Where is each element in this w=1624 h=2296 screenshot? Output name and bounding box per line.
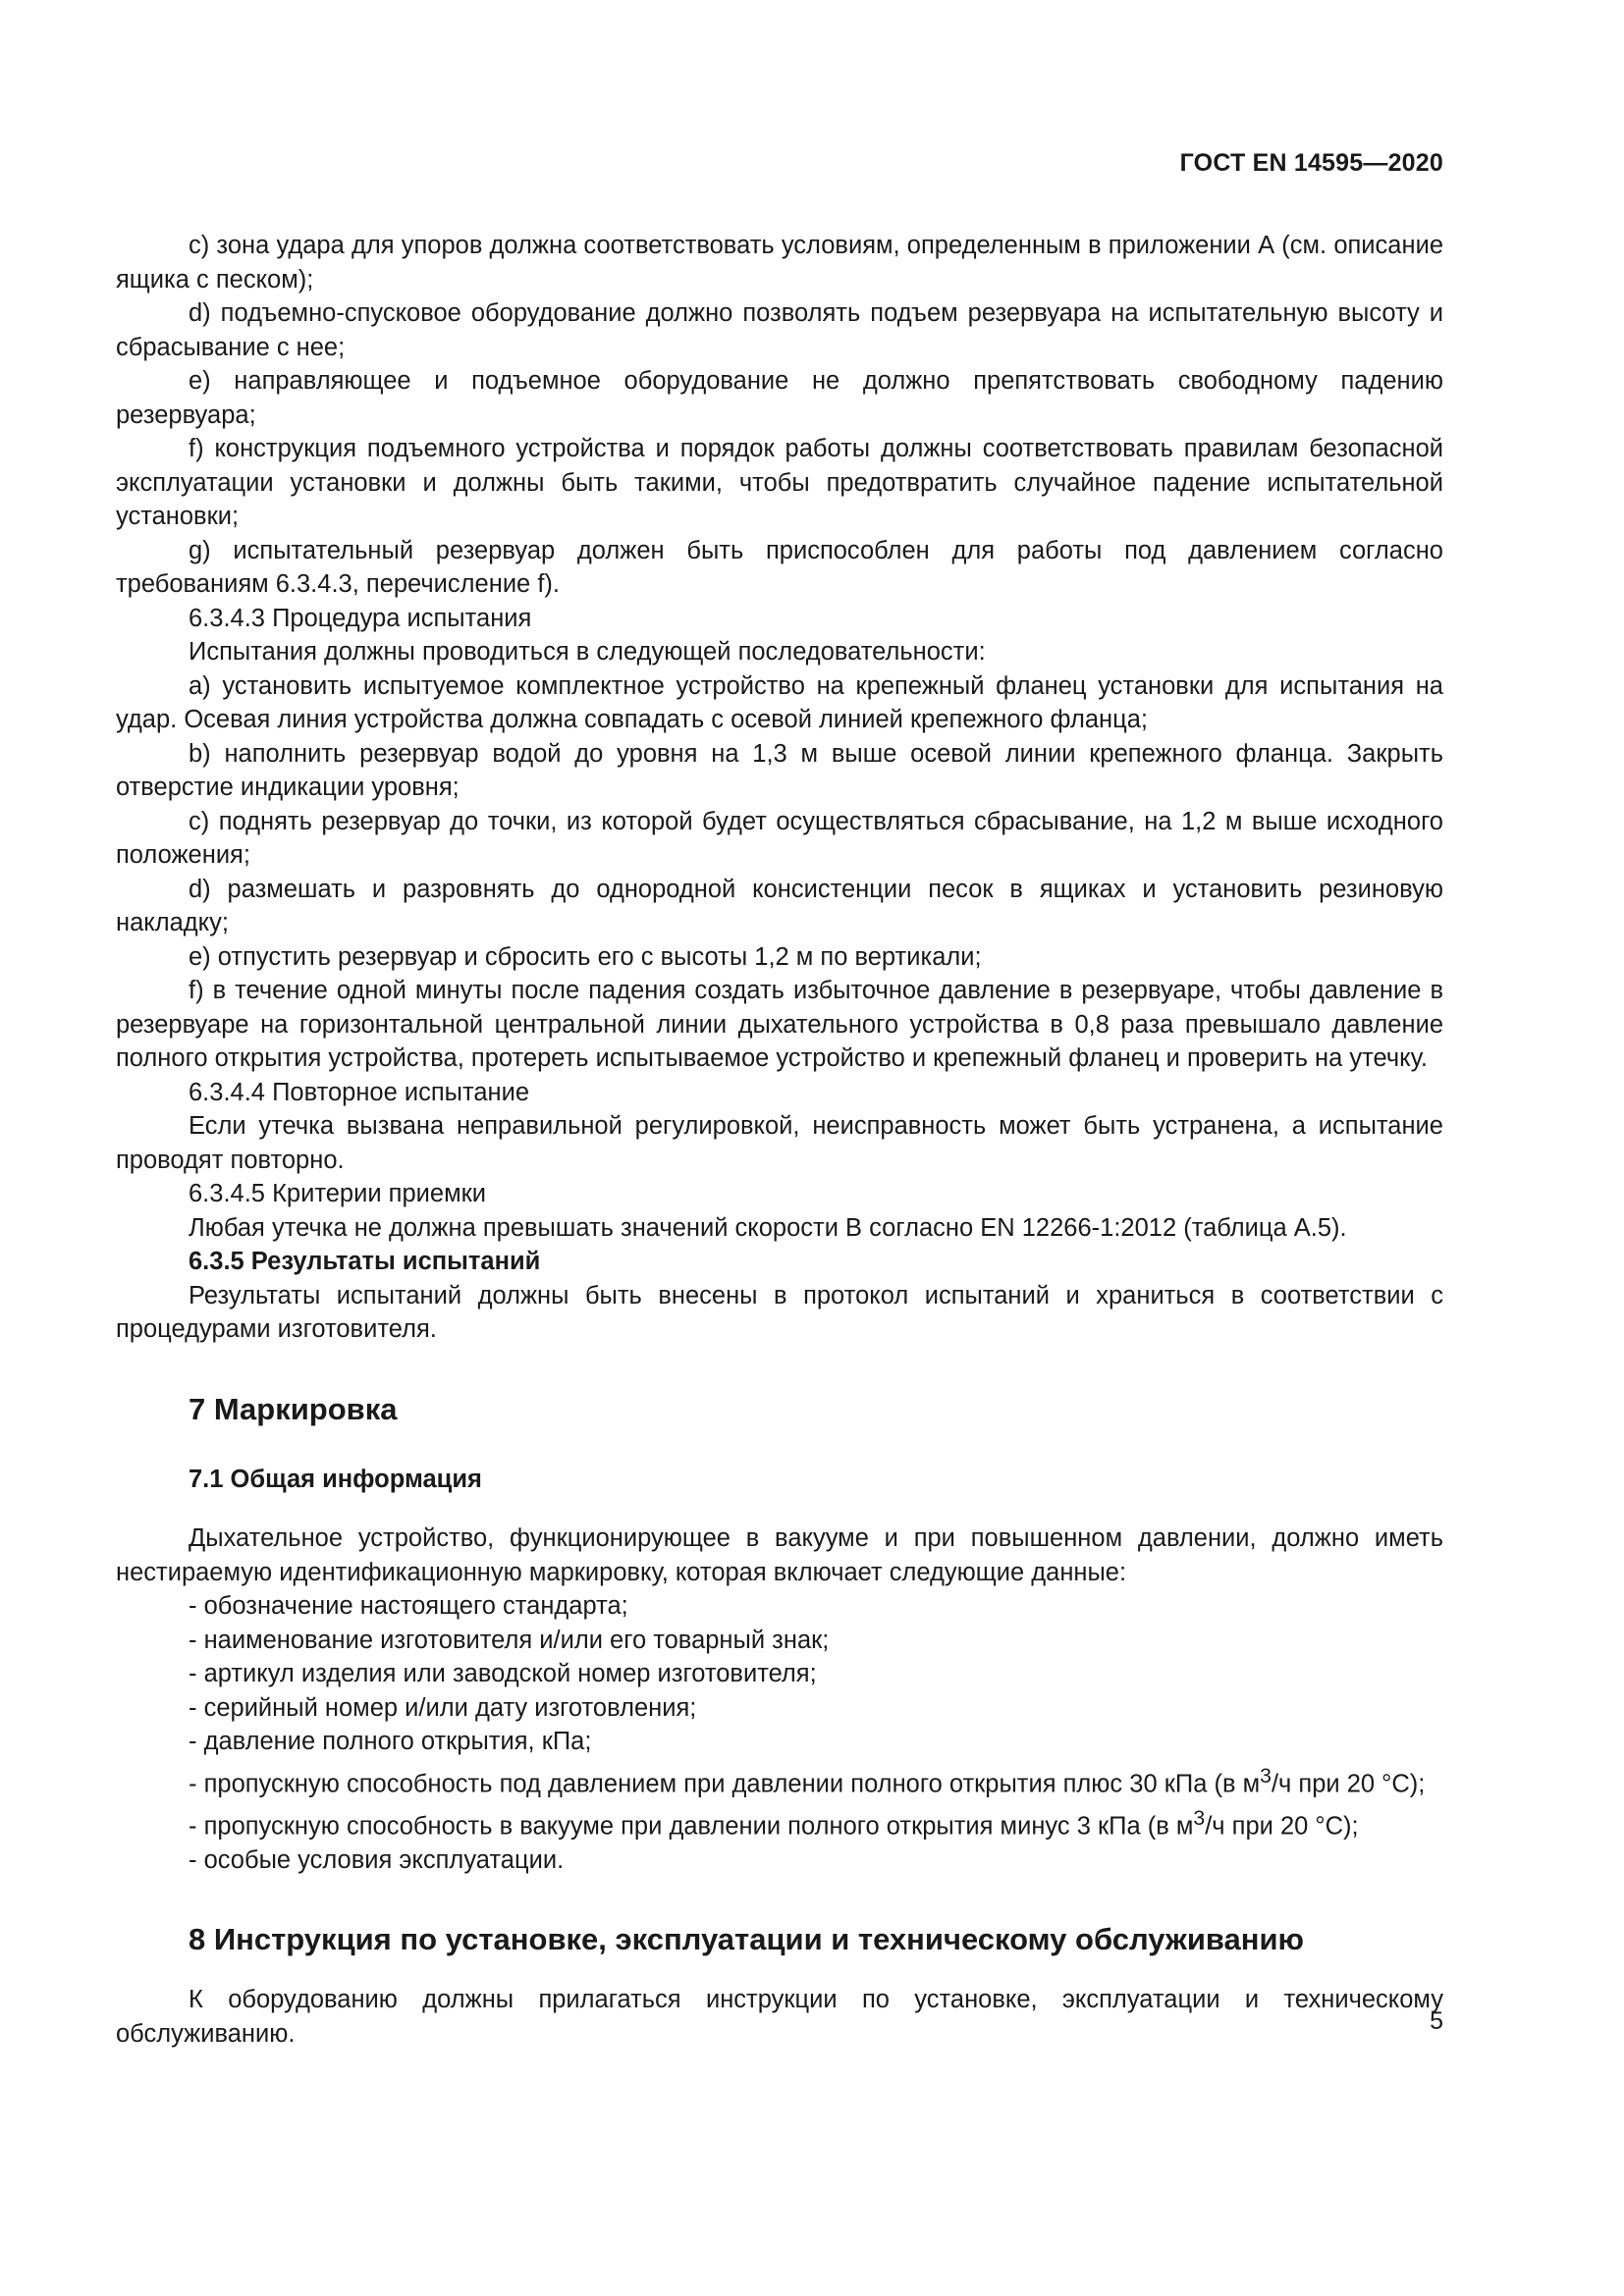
acceptance-criteria-text: Любая утечка не должна превышать значений скорости B согласно EN 12266-1:2012 (таблица А.5). xyxy=(189,1213,1347,1242)
retest-text: Если утечка вызвана неправильной регулировкой, неисправность может быть устранена, а испытание проводят повторно. xyxy=(116,1112,1443,1174)
marking-item-pressure: - давление полного открытия, кПа; xyxy=(189,1728,592,1755)
clause-6-3-4-5-title: 6.3.4.5 Критерии приемки xyxy=(189,1180,487,1207)
flow-pressure-tail: /ч при 20 °С); xyxy=(1271,1770,1426,1797)
paragraph-c: c) зона удара для упоров должна соответствовать условиям, определенным в приложении А (см. описание ящика с песком); xyxy=(116,232,1443,294)
marking-item-conditions: - особые условия эксплуатации. xyxy=(189,1845,565,1874)
procedure-step-d: d) размешать и разровнять до однородной консистенции песок в ящиках и установить резиновую накладку; xyxy=(116,875,1443,936)
paragraph-f: f) конструкция подъемного устройства и порядок работы должны соответствовать правилам безопасной эксплуатации установки и должны быть такими, чтобы предотвратить случайное падение испытательной установки; xyxy=(116,435,1443,530)
procedure-step-c: c) поднять резервуар до точки, из которой будет осуществляться сбрасывание, на 1,2 м выше исходного положения; xyxy=(116,807,1443,869)
clause-6-3-4-3-title: 6.3.4.3 Процедура испытания xyxy=(189,604,532,632)
flow-vacuum-text: - пропускную способность в вакууме при давлении полного открытия минус 3 кПа (в м xyxy=(189,1812,1194,1840)
procedure-intro: Испытания должны проводиться в следующей последовательности: xyxy=(189,638,986,666)
marking-item-manufacturer: - наименование изготовителя и/или его товарный знак; xyxy=(189,1626,830,1654)
procedure-step-f: f) в течение одной минуты после падения создать избыточное давление в резервуаре, чтобы давление в резервуаре на горизонтальной центральной линии дыхательного устройства в 0,8 раза превышало давление полного открытия устройства, протереть испытываемое устройство и крепежный фланец и проверить на утечку. xyxy=(116,977,1443,1072)
marking-item-flow-pressure xyxy=(116,1759,1443,1801)
page-content xyxy=(116,229,1443,2051)
flow-vacuum-tail: /ч при 20 °С); xyxy=(1205,1812,1359,1840)
flow-pressure-text: - пропускную способность под давлением при давлении полного открытия плюс 30 кПа (в м xyxy=(189,1770,1261,1797)
flow-vacuum-sup: 3 xyxy=(1193,1805,1206,1830)
marking-item-article: - артикул изделия или заводской номер изготовителя; xyxy=(189,1660,817,1687)
clause-6-3-5-heading: 6.3.5 Результаты испытаний xyxy=(189,1248,541,1275)
paragraph-e: е) направляющее и подъемное оборудование не должно препятствовать свободному падению резервуара; xyxy=(116,367,1443,429)
procedure-step-b: b) наполнить резервуар водой до уровня на 1,3 м выше осевой линии крепежного фланца. Закрыть отверстие индикации уровня; xyxy=(116,739,1443,801)
marking-intro: Дыхательное устройство, функционирующее в вакууме и при повышенном давлении, должно иметь нестираемую идентификационную маркировку, которая включает следующие данные: xyxy=(116,1524,1443,1586)
marking-item-serial: - серийный номер и/или дату изготовления; xyxy=(189,1693,697,1722)
paragraph-g: g) испытательный резервуар должен быть приспособлен для работы под давлением согласно требованиям 6.3.4.3, перечисление f). xyxy=(116,536,1443,598)
marking-item-flow-vacuum xyxy=(116,1801,1443,1843)
flow-pressure-sup: 3 xyxy=(1260,1763,1272,1788)
document-code-header: ГОСТ EN 14595—2020 xyxy=(1179,149,1443,177)
subsection-7-1-heading: 7.1 Общая информация xyxy=(189,1465,482,1493)
clause-6-3-4-4-title: 6.3.4.4 Повторное испытание xyxy=(189,1078,530,1106)
procedure-step-a: a) установить испытуемое комплектное устройство на крепежный фланец установки для испытания на удар. Осевая линия устройства должна совпадать с осевой линией крепежного фланца; xyxy=(116,671,1443,733)
section-8-heading: 8 Инструкция по установке, эксплуатации и техническому обслуживанию xyxy=(189,1922,1305,1956)
paragraph-d: d) подъемно-спусковое оборудование должно позволять подъем резервуара на испытательную высоту и сбрасывание с нее; xyxy=(116,299,1443,361)
test-results-text: Результаты испытаний должны быть внесены в протокол испытаний и храниться в соответствии с процедурами изготовителя. xyxy=(116,1281,1443,1343)
page-number: 5 xyxy=(1430,2007,1443,2035)
section-7-heading: 7 Маркировка xyxy=(189,1391,398,1426)
marking-item-standard: - обозначение настоящего стандарта; xyxy=(189,1592,628,1620)
instructions-text: К оборудованию должны прилагаться инструкции по установке, эксплуатации и техническому обслуживанию. xyxy=(116,1986,1443,2048)
procedure-step-e: e) отпустить резервуар и сбросить его с высоты 1,2 м по вертикали; xyxy=(189,942,982,971)
